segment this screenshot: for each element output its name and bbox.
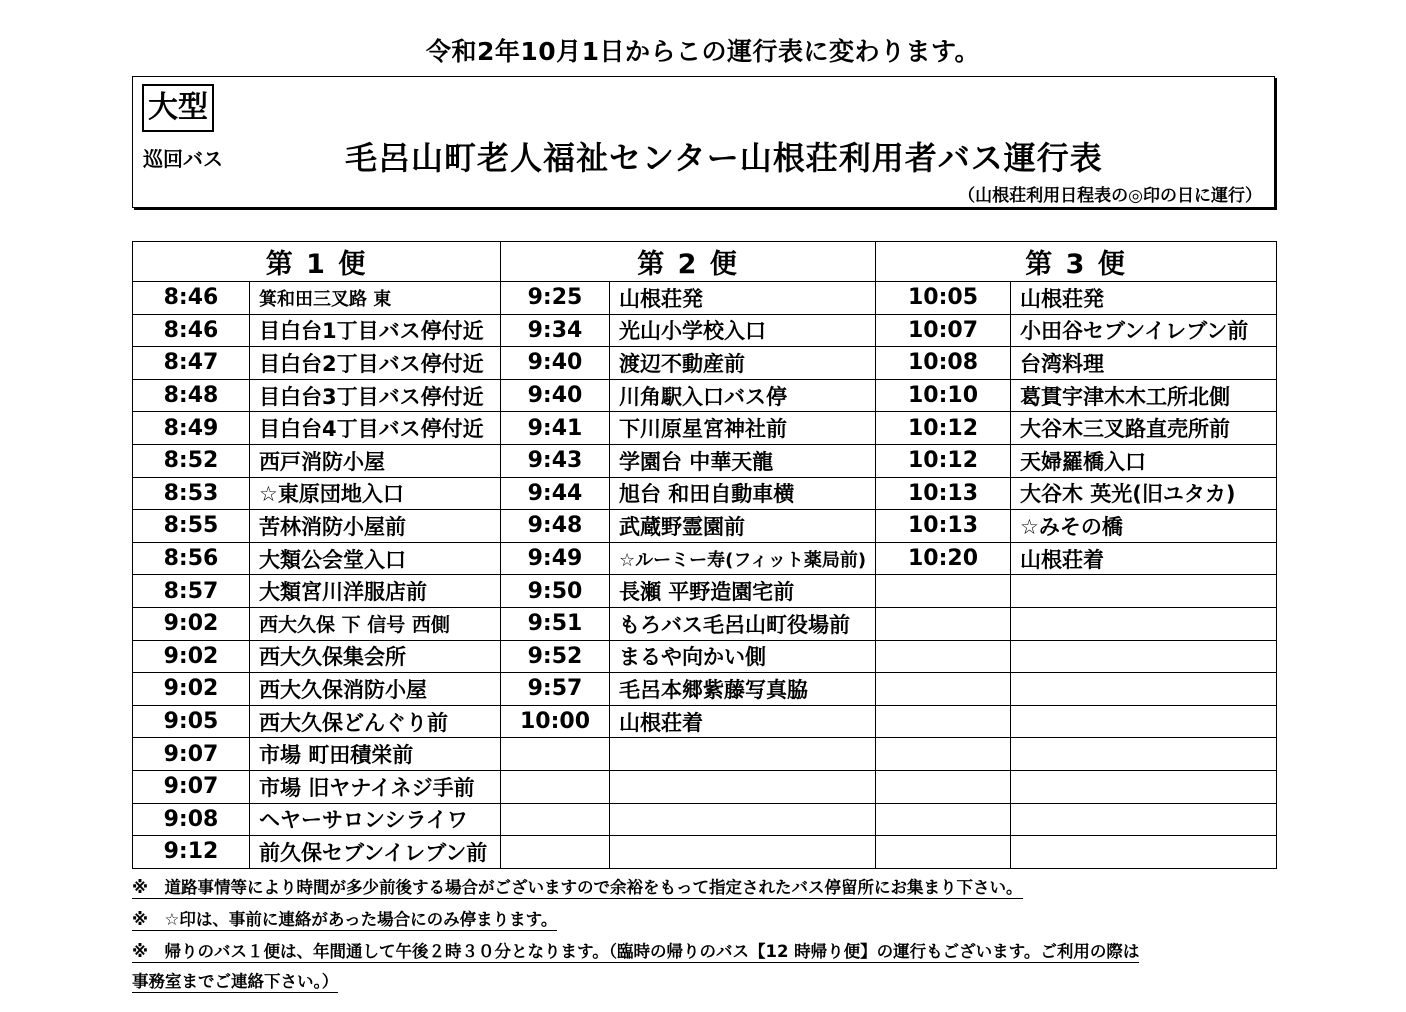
change-notice: 令和2年10月1日からこの運行表に変わります。 <box>425 37 981 66</box>
trip-2-time: 9:41 <box>501 412 610 445</box>
table-row <box>133 673 1277 706</box>
empty-cell <box>876 770 1011 803</box>
trip-2-time: 9:50 <box>501 575 610 608</box>
table-row <box>133 575 1277 608</box>
trip-3-stop: 小田谷セブンイレブン前 <box>1011 314 1277 347</box>
trip-1-time: 8:56 <box>133 542 250 575</box>
table-row <box>133 705 1277 738</box>
trip-2-stop: 旭台 和田自動車横 <box>610 477 876 510</box>
trip-1-stop: 目白台4丁目バス停付近 <box>250 412 501 445</box>
table-row <box>133 347 1277 380</box>
footnote-return-bus-cont <box>132 968 338 992</box>
trip-1-time: 8:46 <box>133 282 250 315</box>
empty-cell <box>501 836 610 869</box>
trip-2-stop: 下川原星宮神社前 <box>610 412 876 445</box>
trip-1-time: 8:47 <box>133 347 250 380</box>
table-row <box>133 510 1277 543</box>
trip-2-time: 9:57 <box>501 673 610 706</box>
operation-days-note: （山根荘利用日程表の◎印の日に運行） <box>958 186 1262 206</box>
empty-cell <box>1011 738 1277 771</box>
table-row <box>133 282 1277 315</box>
trip-1-time: 9:12 <box>133 836 250 869</box>
trip-1-stop: 市場 旧ヤナイネジ手前 <box>250 770 501 803</box>
trip-2-time: 9:48 <box>501 510 610 543</box>
trip-1-stop: 大類宮川洋服店前 <box>250 575 501 608</box>
empty-cell <box>876 836 1011 869</box>
empty-cell <box>876 705 1011 738</box>
table-row <box>133 738 1277 771</box>
trip-1-stop: ☆東原団地入口 <box>250 477 501 510</box>
trip-1-stop: ヘヤーサロンシライワ <box>250 803 501 836</box>
footnote-delay-text: ※ 道路事情等により時間が多少前後する場合がございますので余裕をもって指定されたバス停留所にお集まり下さい。 <box>132 878 1023 897</box>
trip-1-stop: 箕和田三叉路 東 <box>250 282 501 315</box>
trip-1-time: 8:55 <box>133 510 250 543</box>
trip-1-stop: 苦林消防小屋前 <box>250 510 501 543</box>
trip-1-time: 8:49 <box>133 412 250 445</box>
empty-cell <box>610 770 876 803</box>
empty-cell <box>876 738 1011 771</box>
trip-1-time: 9:05 <box>133 705 250 738</box>
trip-2-time: 9:49 <box>501 542 610 575</box>
empty-cell <box>1011 640 1277 673</box>
trip-3-time: 10:20 <box>876 542 1011 575</box>
table-row <box>133 770 1277 803</box>
footnote-star <box>132 906 557 930</box>
empty-cell <box>501 803 610 836</box>
footnote-delay <box>132 874 1023 898</box>
trip-2-time: 9:34 <box>501 314 610 347</box>
trip-3-stop: ☆みその橋 <box>1011 510 1277 543</box>
trip-1-stop: 西大久保 下 信号 西側 <box>250 607 501 640</box>
trip-2-stop: 長瀬 平野造園宅前 <box>610 575 876 608</box>
empty-cell <box>1011 770 1277 803</box>
trip-2-stop: 山根荘発 <box>610 282 876 315</box>
trip-2-time: 9:43 <box>501 444 610 477</box>
empty-cell <box>501 738 610 771</box>
trip-2-header: 第 2 便 <box>501 242 876 282</box>
footnote-return-bus-text-1: ※ 帰りのバス１便は、年間通して午後２時３０分となります。（臨時の帰りのバス【12 時帰り便】の運行もございます。ご利用の際は <box>132 942 1140 961</box>
trip-2-time: 9:44 <box>501 477 610 510</box>
empty-cell <box>876 640 1011 673</box>
trip-1-time: 8:48 <box>133 379 250 412</box>
trip-1-time: 8:53 <box>133 477 250 510</box>
trip-2-time: 9:51 <box>501 607 610 640</box>
table-row <box>133 803 1277 836</box>
trip-3-stop: 山根荘着 <box>1011 542 1277 575</box>
trip-2-stop: もろバス毛呂山町役場前 <box>610 607 876 640</box>
empty-cell <box>610 738 876 771</box>
trip-3-stop: 葛貫宇津木木工所北側 <box>1011 379 1277 412</box>
bus-size-badge: 大型 <box>142 84 214 132</box>
trip-3-time: 10:10 <box>876 379 1011 412</box>
empty-cell <box>610 836 876 869</box>
trip-2-stop: 武蔵野霊園前 <box>610 510 876 543</box>
empty-cell <box>1011 673 1277 706</box>
trip-2-stop: 山根荘着 <box>610 705 876 738</box>
trip-1-time: 9:08 <box>133 803 250 836</box>
trip-1-stop: 前久保セブンイレブン前 <box>250 836 501 869</box>
trip-2-time: 9:52 <box>501 640 610 673</box>
trip-1-time: 8:52 <box>133 444 250 477</box>
trip-1-time: 8:46 <box>133 314 250 347</box>
empty-cell <box>876 803 1011 836</box>
empty-cell <box>1011 705 1277 738</box>
table-row <box>133 542 1277 575</box>
trip-2-stop: 毛呂本郷紫藤写真脇 <box>610 673 876 706</box>
trip-2-time: 9:40 <box>501 379 610 412</box>
trip-3-stop: 台湾料理 <box>1011 347 1277 380</box>
trip-2-stop: 光山小学校入口 <box>610 314 876 347</box>
empty-cell <box>876 673 1011 706</box>
trip-1-stop: 西大久保消防小屋 <box>250 673 501 706</box>
trip-1-stop: 目白台1丁目バス停付近 <box>250 314 501 347</box>
footnote-return-bus-text-2: 事務室までご連絡下さい。） <box>132 972 339 991</box>
trip-3-stop: 山根荘発 <box>1011 282 1277 315</box>
trip-3-time: 10:12 <box>876 412 1011 445</box>
empty-cell <box>876 607 1011 640</box>
trip-2-time: 9:25 <box>501 282 610 315</box>
trip-3-time: 10:05 <box>876 282 1011 315</box>
empty-cell <box>610 803 876 836</box>
empty-cell <box>1011 803 1277 836</box>
trip-2-stop: 学園台 中華天龍 <box>610 444 876 477</box>
empty-cell <box>1011 575 1277 608</box>
trip-1-stop: 目白台3丁目バス停付近 <box>250 379 501 412</box>
route-type-label: 巡回バス <box>143 147 223 171</box>
table-row <box>133 314 1277 347</box>
empty-cell <box>876 575 1011 608</box>
table-row <box>133 640 1277 673</box>
trip-1-time: 9:07 <box>133 770 250 803</box>
trip-1-time: 8:57 <box>133 575 250 608</box>
trip-3-stop: 大谷木三叉路直売所前 <box>1011 412 1277 445</box>
page-title: 毛呂山町老人福祉センター山根荘利用者バス運行表 <box>345 139 1103 177</box>
schedule-header-row <box>133 242 1277 282</box>
trip-3-time: 10:12 <box>876 444 1011 477</box>
trip-3-time: 10:13 <box>876 510 1011 543</box>
trip-3-time: 10:07 <box>876 314 1011 347</box>
trip-2-stop: まるや向かい側 <box>610 640 876 673</box>
table-row <box>133 836 1277 869</box>
trip-3-stop: 大谷木 英光(旧ユタカ) <box>1011 477 1277 510</box>
table-row <box>133 607 1277 640</box>
empty-cell <box>501 770 610 803</box>
trip-1-stop: 大類公会堂入口 <box>250 542 501 575</box>
table-row <box>133 477 1277 510</box>
trip-2-stop: 川角駅入口バス停 <box>610 379 876 412</box>
trip-1-stop: 市場 町田積栄前 <box>250 738 501 771</box>
table-row <box>133 379 1277 412</box>
trip-1-stop: 西大久保どんぐり前 <box>250 705 501 738</box>
trip-1-time: 9:02 <box>133 640 250 673</box>
trip-1-stop: 目白台2丁目バス停付近 <box>250 347 501 380</box>
header-box <box>132 76 1275 208</box>
trip-3-time: 10:13 <box>876 477 1011 510</box>
trip-3-header: 第 3 便 <box>876 242 1277 282</box>
trip-1-time: 9:07 <box>133 738 250 771</box>
trip-1-time: 9:02 <box>133 607 250 640</box>
trip-2-stop: 渡辺不動産前 <box>610 347 876 380</box>
trip-1-time: 9:02 <box>133 673 250 706</box>
trip-3-time: 10:08 <box>876 347 1011 380</box>
footnote-return-bus <box>132 938 1139 962</box>
trip-1-stop: 西大久保集会所 <box>250 640 501 673</box>
bus-schedule-table <box>132 241 1277 869</box>
trip-1-header: 第 1 便 <box>133 242 501 282</box>
footnote-star-text: ※ ☆印は、事前に連絡があった場合にのみ停まります。 <box>132 910 558 929</box>
trip-1-stop: 西戸消防小屋 <box>250 444 501 477</box>
empty-cell <box>1011 836 1277 869</box>
trip-2-time: 10:00 <box>501 705 610 738</box>
table-row <box>133 412 1277 445</box>
table-row <box>133 444 1277 477</box>
trip-2-time: 9:40 <box>501 347 610 380</box>
empty-cell <box>1011 607 1277 640</box>
trip-3-stop: 天婦羅橋入口 <box>1011 444 1277 477</box>
trip-2-stop: ☆ルーミー寿(フィット薬局前) <box>610 542 876 575</box>
